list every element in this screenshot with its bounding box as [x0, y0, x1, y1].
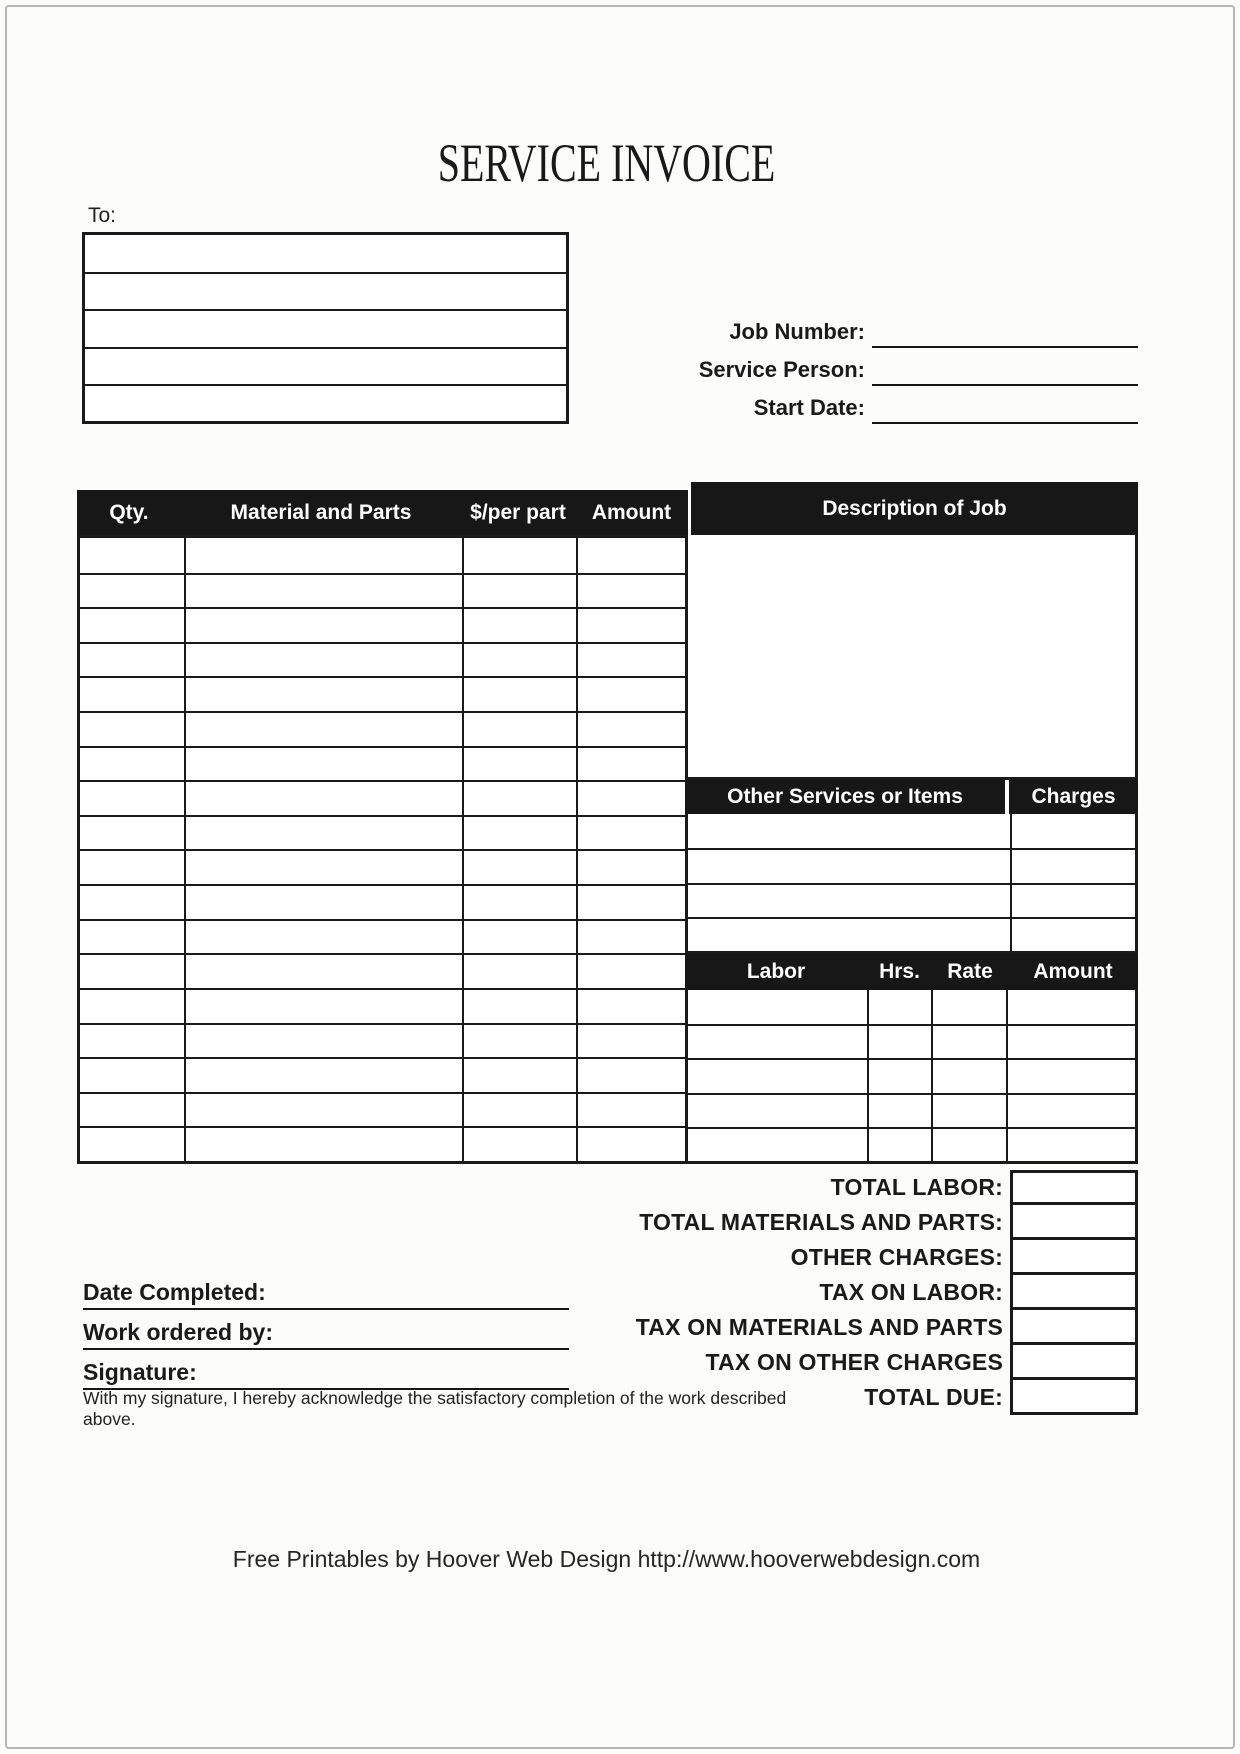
total-labor-label: TOTAL LABOR: [830, 1174, 1003, 1200]
totals-value-boxes [1010, 1170, 1138, 1415]
labor-row [688, 1058, 1135, 1092]
materials-row [80, 676, 685, 711]
materials-cell-price[interactable] [462, 609, 576, 642]
tax-on-other-charges-label: TAX ON OTHER CHARGES [705, 1349, 1003, 1375]
materials-row [80, 607, 685, 642]
materials-cell-price[interactable] [462, 851, 576, 884]
other-service-item-cell[interactable] [688, 919, 1010, 951]
other-service-charge-cell[interactable] [1010, 850, 1135, 882]
materials-cell-material[interactable] [184, 1094, 462, 1127]
recipient-address-line[interactable] [85, 347, 566, 384]
other-services-row [688, 883, 1135, 917]
materials-cell-qty[interactable] [80, 538, 184, 573]
materials-row [80, 849, 685, 884]
signature-block [83, 1270, 569, 1390]
labor-row [688, 1127, 1135, 1161]
materials-cell-price[interactable] [462, 644, 576, 677]
signature-field[interactable] [197, 1350, 569, 1388]
materials-cell-qty[interactable] [80, 955, 184, 988]
labor-cell-rate[interactable] [931, 990, 1006, 1024]
materials-row [80, 1092, 685, 1127]
labor-cell-hours[interactable] [867, 1060, 931, 1092]
labor-col-hours: Hrs. [879, 960, 920, 983]
materials-cell-price[interactable] [462, 1128, 576, 1161]
labor-cell-rate[interactable] [931, 1026, 1006, 1058]
materials-cell-amount[interactable] [576, 538, 685, 573]
total-value-box[interactable] [1010, 1310, 1138, 1345]
job-number-field[interactable] [872, 310, 1138, 348]
materials-cell-price[interactable] [462, 990, 576, 1023]
start-date-row [600, 386, 1138, 424]
tax-on-labor-label: TAX ON LABOR: [819, 1279, 1003, 1305]
materials-row [80, 919, 685, 954]
materials-cell-qty[interactable] [80, 1059, 184, 1092]
materials-cell-price[interactable] [462, 1025, 576, 1058]
materials-cell-price[interactable] [462, 886, 576, 919]
other-service-item-cell[interactable] [688, 850, 1010, 882]
start-date-label: Start Date: [753, 395, 865, 420]
materials-cell-material[interactable] [184, 1128, 462, 1161]
materials-cell-qty[interactable] [80, 575, 184, 608]
other-services-row [688, 917, 1135, 951]
work-ordered-by-row [83, 1310, 569, 1350]
labor-row [688, 1093, 1135, 1127]
labor-col-labor: Labor [746, 960, 806, 983]
other-service-charge-cell[interactable] [1010, 814, 1135, 848]
materials-row [80, 711, 685, 746]
materials-cell-price[interactable] [462, 713, 576, 746]
materials-row [80, 573, 685, 608]
job-number-label: Job Number: [729, 319, 865, 344]
materials-cell-price[interactable] [462, 921, 576, 954]
recipient-address-line[interactable] [85, 384, 566, 421]
service-person-row [600, 348, 1138, 386]
materials-cell-amount[interactable] [576, 817, 685, 850]
recipient-address-line[interactable] [85, 235, 566, 272]
materials-row [80, 988, 685, 1023]
materials-cell-material[interactable] [184, 782, 462, 815]
labor-col-rate: Rate [947, 960, 993, 983]
materials-table [77, 535, 688, 1164]
materials-row [80, 884, 685, 919]
signature-row [83, 1350, 569, 1390]
materials-cell-amount[interactable] [576, 1128, 685, 1161]
materials-cell-amount[interactable] [576, 1094, 685, 1127]
materials-cell-material[interactable] [184, 713, 462, 746]
materials-cell-qty[interactable] [80, 782, 184, 815]
labor-cell-rate[interactable] [931, 1129, 1006, 1161]
materials-cell-price[interactable] [462, 817, 576, 850]
service-person-field[interactable] [872, 348, 1138, 386]
materials-cell-amount[interactable] [576, 575, 685, 608]
job-number-row [600, 310, 1138, 348]
materials-row [80, 815, 685, 850]
signature-acknowledgment: With my signature, I hereby acknowledge the satisfactory completion of the work described above. [83, 1388, 787, 1429]
materials-cell-amount[interactable] [576, 851, 685, 884]
date-completed-field[interactable] [266, 1270, 569, 1308]
materials-cell-qty[interactable] [80, 1094, 184, 1127]
other-service-charge-cell[interactable] [1010, 885, 1135, 917]
date-completed-label: Date Completed: [83, 1279, 266, 1305]
labor-cell-description[interactable] [688, 1129, 867, 1161]
recipient-to-label: To: [88, 204, 117, 227]
work-ordered-by-field[interactable] [273, 1310, 569, 1348]
labor-col-amount: Amount [1033, 960, 1113, 983]
materials-cell-qty[interactable] [80, 609, 184, 642]
labor-cell-hours[interactable] [867, 1129, 931, 1161]
materials-cell-material[interactable] [184, 817, 462, 850]
materials-cell-amount[interactable] [576, 886, 685, 919]
materials-cell-material[interactable] [184, 609, 462, 642]
materials-cell-qty[interactable] [80, 990, 184, 1023]
labor-cell-description[interactable] [688, 1060, 867, 1092]
materials-cell-material[interactable] [184, 644, 462, 677]
materials-cell-amount[interactable] [576, 713, 685, 746]
other-service-charge-cell[interactable] [1010, 919, 1135, 951]
labor-cell-amount[interactable] [1006, 1129, 1135, 1161]
other-services-header: Other Services or Items [685, 780, 1005, 814]
materials-col-price-per-part: $/per part [470, 500, 566, 524]
other-service-item-cell[interactable] [688, 814, 1010, 848]
materials-cell-price[interactable] [462, 748, 576, 781]
materials-cell-amount[interactable] [576, 1059, 685, 1092]
total-value-box[interactable] [1010, 1205, 1138, 1240]
materials-cell-material[interactable] [184, 990, 462, 1023]
total-due-label: TOTAL DUE: [864, 1384, 1003, 1410]
materials-cell-qty[interactable] [80, 851, 184, 884]
work-ordered-by-label: Work ordered by: [83, 1319, 273, 1345]
materials-cell-qty[interactable] [80, 644, 184, 677]
description-of-job-header: Description of Job [691, 482, 1138, 535]
total-value-box[interactable] [1010, 1170, 1138, 1205]
materials-cell-material[interactable] [184, 1025, 462, 1058]
materials-cell-price[interactable] [462, 955, 576, 988]
labor-cell-hours[interactable] [867, 990, 931, 1024]
materials-row [80, 538, 685, 573]
materials-cell-price[interactable] [462, 1059, 576, 1092]
materials-row [80, 780, 685, 815]
labor-row [688, 990, 1135, 1024]
charges-header: Charges [1009, 780, 1138, 814]
materials-col-amount: Amount [591, 500, 672, 524]
materials-cell-qty[interactable] [80, 886, 184, 919]
materials-cell-material[interactable] [184, 678, 462, 711]
other-services-row [688, 814, 1135, 848]
materials-cell-qty[interactable] [80, 1128, 184, 1161]
materials-cell-amount[interactable] [576, 1025, 685, 1058]
labor-cell-rate[interactable] [931, 1060, 1006, 1092]
materials-cell-qty[interactable] [80, 817, 184, 850]
totals-labels [560, 1170, 1003, 1415]
other-service-item-cell[interactable] [688, 885, 1010, 917]
total-value-box[interactable] [1010, 1380, 1138, 1415]
materials-row [80, 953, 685, 988]
materials-col-material-and-parts: Material and Parts [230, 500, 412, 524]
materials-cell-qty[interactable] [80, 1025, 184, 1058]
materials-cell-amount[interactable] [576, 990, 685, 1023]
recipient-address-box [82, 232, 569, 424]
materials-row [80, 1023, 685, 1058]
materials-cell-material[interactable] [184, 955, 462, 988]
footer-credit: Free Printables by Hoover Web Design http://www.hooverwebdesign.com [232, 1546, 981, 1572]
materials-cell-amount[interactable] [576, 644, 685, 677]
labor-cell-description[interactable] [688, 1026, 867, 1058]
page-title: SERVICE INVOICE [437, 133, 776, 193]
materials-cell-amount[interactable] [576, 748, 685, 781]
labor-cell-hours[interactable] [867, 1095, 931, 1127]
materials-cell-qty[interactable] [80, 921, 184, 954]
materials-cell-price[interactable] [462, 782, 576, 815]
materials-cell-material[interactable] [184, 575, 462, 608]
materials-cell-material[interactable] [184, 886, 462, 919]
materials-col-qty: Qty. [109, 500, 149, 524]
materials-cell-material[interactable] [184, 851, 462, 884]
labor-table [685, 990, 1138, 1164]
labor-cell-amount[interactable] [1006, 1095, 1135, 1127]
labor-header [685, 954, 1138, 990]
materials-cell-amount[interactable] [576, 678, 685, 711]
labor-cell-amount[interactable] [1006, 1060, 1135, 1092]
total-value-box[interactable] [1010, 1275, 1138, 1310]
materials-row [80, 746, 685, 781]
recipient-address-line[interactable] [85, 309, 566, 346]
materials-cell-material[interactable] [184, 748, 462, 781]
labor-row [688, 1024, 1135, 1058]
other-services-table [685, 814, 1138, 954]
materials-cell-price[interactable] [462, 1094, 576, 1127]
materials-cell-qty[interactable] [80, 713, 184, 746]
materials-cell-material[interactable] [184, 921, 462, 954]
labor-cell-rate[interactable] [931, 1095, 1006, 1127]
materials-row [80, 1126, 685, 1161]
materials-cell-material[interactable] [184, 1059, 462, 1092]
materials-row [80, 642, 685, 677]
labor-cell-hours[interactable] [867, 1026, 931, 1058]
materials-cell-amount[interactable] [576, 921, 685, 954]
materials-cell-qty[interactable] [80, 748, 184, 781]
date-completed-row [83, 1270, 569, 1310]
signature-label: Signature: [83, 1359, 197, 1385]
materials-cell-amount[interactable] [576, 955, 685, 988]
job-info [600, 310, 1138, 424]
recipient-address-line[interactable] [85, 272, 566, 309]
materials-cell-price[interactable] [462, 678, 576, 711]
materials-cell-price[interactable] [462, 538, 576, 573]
other-charges-label: OTHER CHARGES: [790, 1244, 1003, 1270]
labor-cell-amount[interactable] [1006, 1026, 1135, 1058]
tax-on-materials-and-parts-label: TAX ON MATERIALS AND PARTS [635, 1314, 1003, 1340]
materials-header [77, 490, 688, 535]
materials-cell-material[interactable] [184, 538, 462, 573]
materials-cell-price[interactable] [462, 575, 576, 608]
service-person-label: Service Person: [698, 357, 865, 382]
materials-cell-amount[interactable] [576, 782, 685, 815]
description-of-job-area[interactable] [685, 535, 1138, 780]
materials-cell-amount[interactable] [576, 609, 685, 642]
total-materials-and-parts-label: TOTAL MATERIALS AND PARTS: [639, 1209, 1003, 1235]
labor-cell-description[interactable] [688, 990, 867, 1024]
other-services-row [688, 848, 1135, 882]
total-value-box[interactable] [1010, 1345, 1138, 1380]
start-date-field[interactable] [872, 386, 1138, 424]
materials-cell-qty[interactable] [80, 678, 184, 711]
total-value-box[interactable] [1010, 1240, 1138, 1275]
labor-cell-amount[interactable] [1006, 990, 1135, 1024]
materials-row [80, 1057, 685, 1092]
labor-cell-description[interactable] [688, 1095, 867, 1127]
